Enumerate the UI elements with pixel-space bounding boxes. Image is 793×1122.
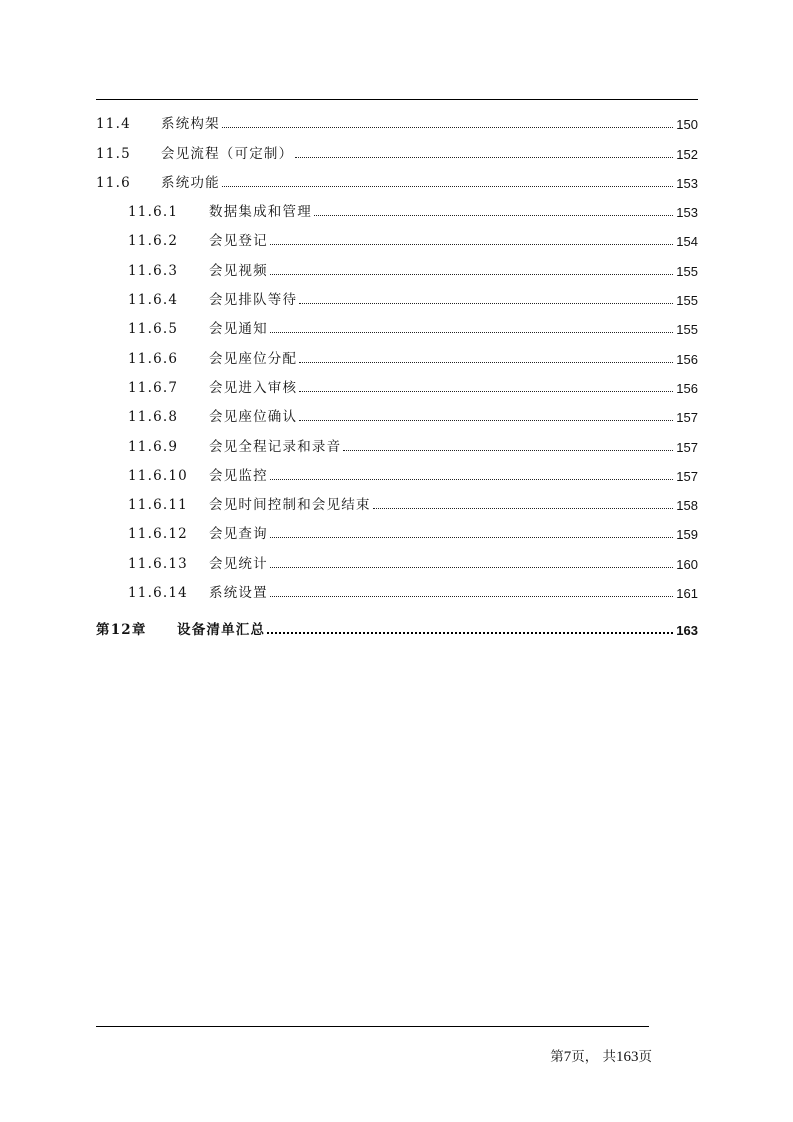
toc-entry-page: 157: [676, 410, 698, 426]
toc-entry-page: 157: [676, 468, 698, 484]
toc-entry-page: 159: [676, 527, 698, 543]
toc-entry-11-6-5[interactable]: [96, 308, 698, 337]
toc-entry-number: 11.6.3: [128, 262, 179, 279]
toc-entry-11-6-3[interactable]: [96, 249, 698, 278]
toc-chapter-number: 第12章: [96, 622, 147, 639]
toc-entry-title: 会见监控: [209, 467, 268, 484]
toc-entry-title: 会见排队等待: [209, 292, 298, 309]
toc-entry-11-6-14[interactable]: [96, 572, 698, 601]
toc-entry-11-4[interactable]: [96, 103, 698, 132]
toc-entry-number: 11.6.8: [128, 409, 179, 426]
dot-leader: [270, 596, 673, 597]
toc-entry-title: 系统功能: [161, 174, 220, 191]
toc-entry-page: 156: [676, 351, 698, 367]
toc-entry-page: 155: [676, 263, 698, 279]
toc-entry-title: 会见视频: [209, 262, 268, 279]
toc-entry-page: 161: [676, 586, 698, 602]
toc-entry-11-6-9[interactable]: [96, 425, 698, 454]
toc-entry-11-6-11[interactable]: [96, 484, 698, 513]
toc-entry-number: 11.6.10: [128, 467, 188, 484]
table-of-contents: [96, 103, 698, 638]
toc-entry-11-6-1[interactable]: [96, 191, 698, 220]
page-footer: [550, 1045, 652, 1066]
toc-entry-11-6-7[interactable]: [96, 367, 698, 396]
dot-leader: [270, 567, 673, 568]
toc-entry-page: 156: [676, 380, 698, 396]
toc-entry-number: 11.6.12: [128, 526, 188, 543]
toc-entry-title: 系统构架: [161, 116, 220, 133]
toc-entry-number: 11.6.2: [128, 233, 179, 250]
toc-entry-page: 154: [676, 234, 698, 250]
toc-entry-title: 会见查询: [209, 526, 268, 543]
dot-leader: [314, 215, 673, 216]
toc-entry-number: 11.6.11: [128, 497, 188, 514]
toc-entry-page: 150: [676, 117, 698, 133]
footer-suffix: 页: [638, 1049, 652, 1065]
dot-leader: [299, 420, 673, 421]
dot-leader: [299, 391, 673, 392]
toc-entry-title: 会见登记: [209, 233, 268, 250]
toc-entry-number: 11.6.13: [128, 555, 188, 572]
toc-entry-title: 会见流程（可定制）: [161, 145, 294, 162]
toc-entry-number: 11.6.4: [128, 292, 179, 309]
dot-leader: [270, 479, 673, 480]
toc-entry-page: 160: [676, 556, 698, 572]
dot-leader: [295, 157, 673, 158]
footer-total-pages: 163: [616, 1049, 639, 1065]
toc-entry-page: 155: [676, 293, 698, 309]
dot-leader: [222, 127, 673, 128]
toc-entry-page: 153: [676, 175, 698, 191]
dot-leader: [222, 186, 673, 187]
toc-entry-11-5[interactable]: [96, 132, 698, 161]
toc-chapter-page: 163: [676, 623, 698, 639]
toc-entry-title: 会见全程记录和录音: [209, 438, 342, 455]
dot-leader: [270, 537, 673, 538]
toc-entry-chapter-12[interactable]: [96, 609, 698, 638]
toc-entry-page: 158: [676, 498, 698, 514]
toc-entry-page: 152: [676, 146, 698, 162]
toc-entry-number: 11.6.5: [128, 321, 179, 338]
toc-entry-title: 会见座位分配: [209, 350, 298, 367]
toc-entry-number: 11.6.9: [128, 438, 179, 455]
toc-entry-title: 系统设置: [209, 585, 268, 602]
toc-entry-11-6[interactable]: [96, 162, 698, 191]
toc-entry-11-6-4[interactable]: [96, 279, 698, 308]
dot-leader: [270, 332, 673, 333]
toc-entry-page: 155: [676, 322, 698, 338]
toc-entry-number: 11.4: [96, 116, 131, 133]
toc-entry-11-6-13[interactable]: [96, 542, 698, 571]
toc-entry-title: 会见统计: [209, 555, 268, 572]
toc-entry-title: 会见通知: [209, 321, 268, 338]
dot-leader: [267, 632, 673, 634]
toc-entry-number: 11.6.7: [128, 379, 179, 396]
dot-leader: [373, 508, 674, 509]
toc-entry-11-6-2[interactable]: [96, 220, 698, 249]
toc-chapter-title: 设备清单汇总: [177, 622, 266, 639]
toc-entry-number: 11.6.6: [128, 350, 179, 367]
toc-entry-number: 11.6: [96, 174, 131, 191]
toc-entry-11-6-8[interactable]: [96, 396, 698, 425]
toc-entry-11-6-10[interactable]: [96, 455, 698, 484]
toc-entry-title: 会见进入审核: [209, 379, 298, 396]
footer-middle: 页， 共: [571, 1049, 616, 1065]
toc-entry-page: 157: [676, 439, 698, 455]
toc-entry-number: 11.5: [96, 145, 131, 162]
toc-entry-number: 11.6.14: [128, 585, 188, 602]
footer-current-page: 7: [563, 1049, 572, 1065]
toc-entry-page: 153: [676, 205, 698, 221]
toc-entry-title: 会见时间控制和会见结束: [209, 497, 371, 514]
toc-entry-title: 数据集成和管理: [209, 204, 312, 221]
toc-entry-number: 11.6.1: [128, 204, 179, 221]
dot-leader: [299, 303, 673, 304]
footer-rule: [96, 1026, 649, 1027]
dot-leader: [270, 274, 673, 275]
toc-entry-11-6-6[interactable]: [96, 337, 698, 366]
dot-leader: [343, 450, 673, 451]
toc-entry-title: 会见座位确认: [209, 409, 298, 426]
toc-entry-11-6-12[interactable]: [96, 513, 698, 542]
footer-prefix: 第: [550, 1049, 564, 1065]
header-rule: [96, 99, 698, 100]
dot-leader: [270, 244, 673, 245]
dot-leader: [299, 362, 673, 363]
